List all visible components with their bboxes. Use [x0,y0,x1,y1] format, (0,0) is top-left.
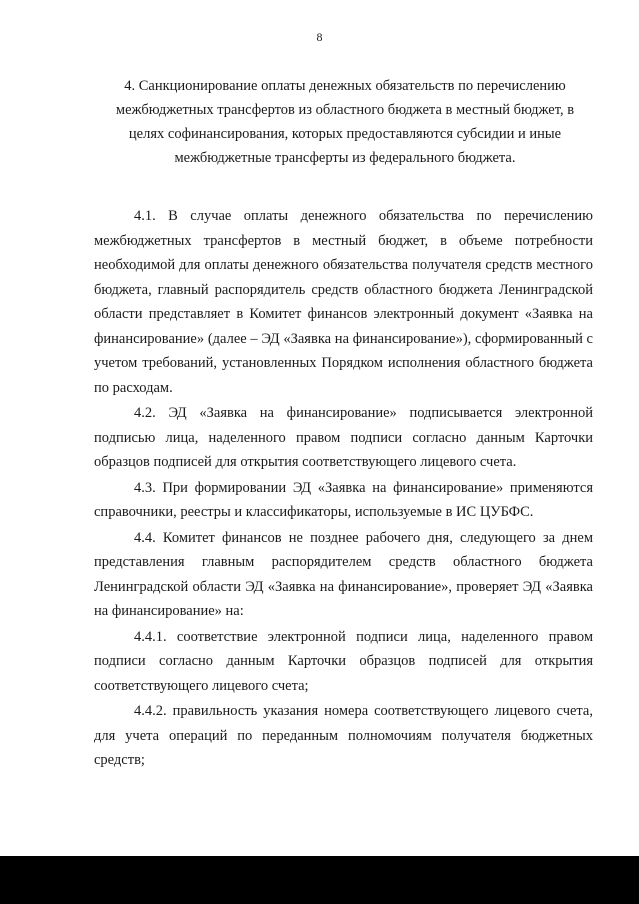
section-heading-line: межбюджетных трансфертов из областного бюджета в местный бюджет, в [115,102,575,118]
paragraph-4-1: 4.1. В случае оплаты денежного обязательства по перечислению межбюджетных трансфертов в местный бюджет, в объеме потребности необходимой для оплаты денежного обязательства получателя средств местного бюджета, главный распорядитель средств областного бюджета Ленинградской области представляет в Комитет финансов электронный документ «Заявка на финансирование» (далее – ЭД «Заявка на финансирование»), сформированный с учетом требований, установленных Порядком исполнения областного бюджета по расходам. [94,208,593,396]
section-heading-line: целях софинансирования, которых предоставляются субсидии и иные [128,126,562,142]
body-text [94,204,593,773]
paragraph-4-2: 4.2. ЭД «Заявка на финансирование» подписывается электронной подписью лица, наделенного правом подписи согласно данным Карточки образцов подписей для открытия соответствующего лицевого счета. [94,405,593,470]
scan-bottom-border [0,856,639,904]
page-number: 8 [316,30,323,44]
paragraph-4-4-1: 4.4.1. соответствие электронной подписи лица, наделенного правом подписи согласно данным Карточки образцов подписей для открытия соответствующего лицевого счета; [94,628,593,694]
paragraph-4-3: 4.3. При формировании ЭД «Заявка на финансирование» применяются справочники, реестры и классификаторы, используемые в ИС ЦУБФС. [94,479,593,520]
section-heading-line: 4. Санкционирование оплаты денежных обязательств по перечислению [124,78,566,94]
section-heading [92,74,598,170]
paragraph-4-4: 4.4. Комитет финансов не позднее рабочего дня, следующего за днем представления главным распорядителем средств областного бюджета Ленинградской области ЭД «Заявка на финансирование», проверяет ЭД «Заявка на финансирование» на: [94,529,593,619]
section-heading-line: межбюджетные трансферты из федерального бюджета. [174,150,516,166]
paragraph-4-4-2: 4.4.2. правильность указания номера соответствующего лицевого счета, для учета операций по переданным полномочиям получателя бюджетных средств; [94,703,593,768]
